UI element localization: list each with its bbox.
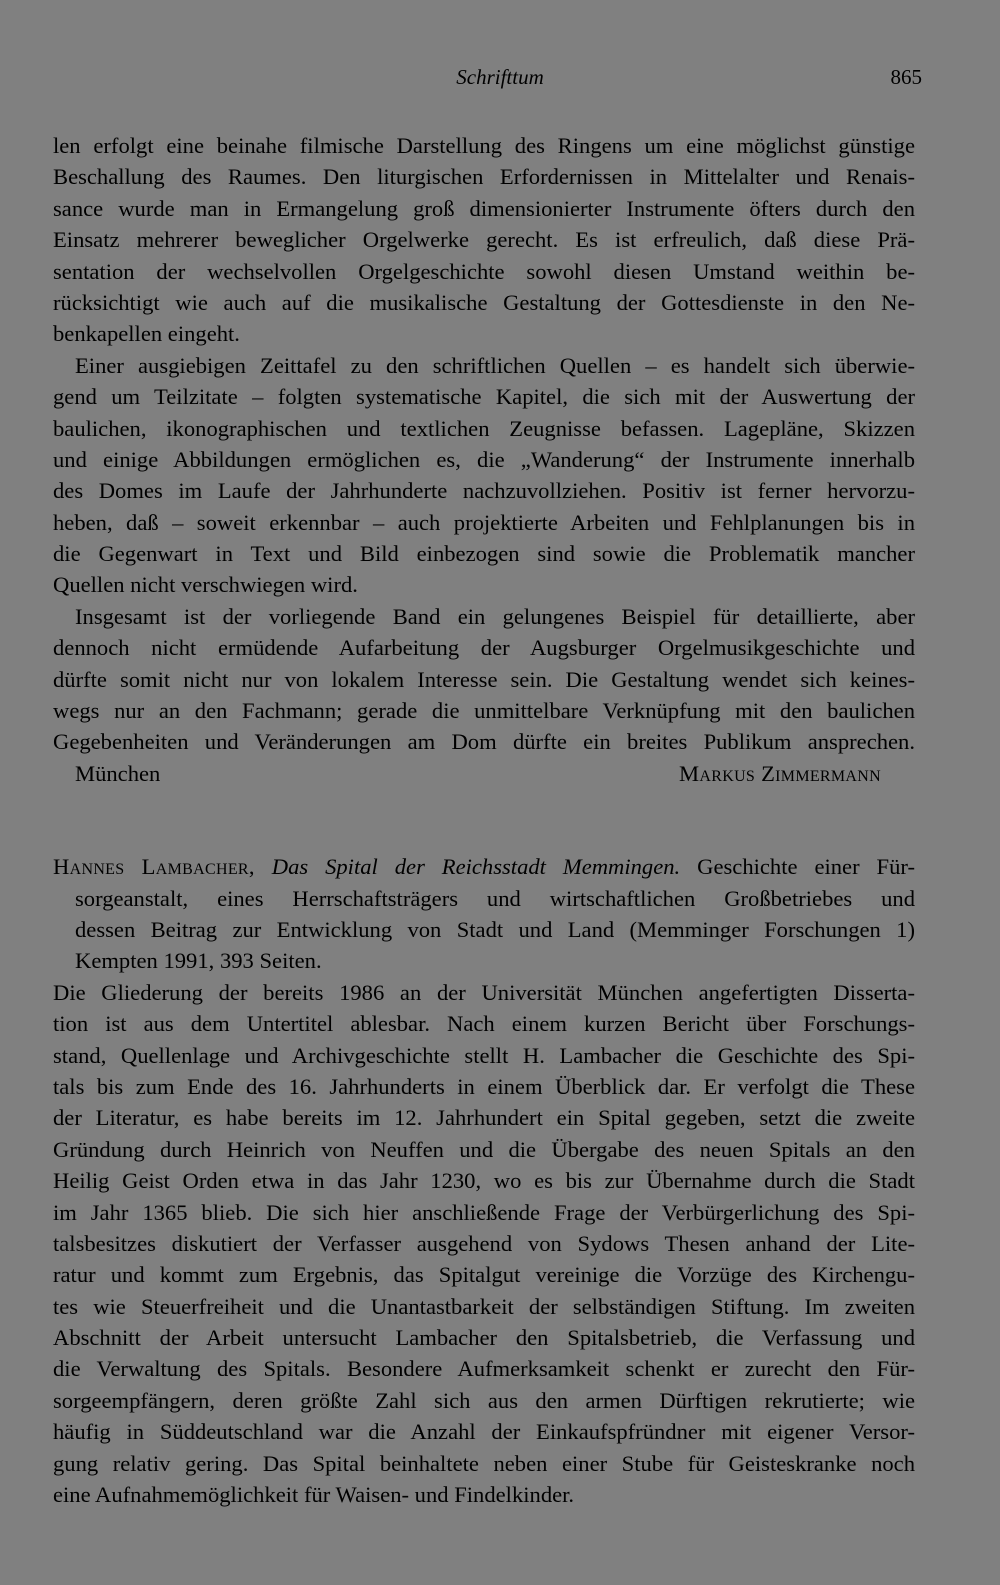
text-line: Gründung durch Heinrich von Neuffen und die Übergabe des neuen Spitals an den bbox=[53, 1136, 915, 1162]
text-line: eine Aufnahmemöglichkeit für Waisen- und Findelkinder. bbox=[53, 1482, 575, 1508]
text-line: Insgesamt ist der vorliegende Band ein gelungenes Beispiel für detaillierte, aber bbox=[75, 603, 915, 629]
text-line: stand, Quellenlage und Archivgeschichte stellt H. Lambacher die Geschichte des Spi- bbox=[53, 1042, 915, 1068]
text-line: häufig in Süddeutschland war die Anzahl der Einkaufspfründner mit eigener Versor- bbox=[53, 1419, 915, 1445]
text-line: tals bis zum Ende des 16. Jahrhunderts in einem Überblick dar. Er verfolgt die These bbox=[53, 1073, 915, 1099]
text-line: tes wie Steuerfreiheit und die Unantastbarkeit der selbständigen Stiftung. Im zweiten bbox=[53, 1293, 915, 1319]
text-line: sorgeempfängern, deren größte Zahl sich aus den armen Dürftigen rekrutierte; wie bbox=[53, 1387, 915, 1413]
text-line: dennoch nicht ermüdende Aufarbeitung der Augsburger Orgelmusikgeschichte und bbox=[53, 635, 915, 661]
text-line: ratur und kommt zum Ergebnis, das Spitalgut vereinige die Vorzüge des Kirchengu- bbox=[53, 1262, 915, 1288]
review-2-citation bbox=[53, 851, 915, 977]
page-body bbox=[53, 130, 915, 1510]
text-line: dürfte somit nicht nur von lokalem Interesse sein. Die Gestaltung wendet sich keines- bbox=[53, 666, 915, 692]
text-line: heben, daß – soweit erkennbar – auch projektierte Arbeiten und Fehlplanungen bis in bbox=[53, 509, 915, 535]
text-line: rücksichtigt wie auch auf die musikalische Gestaltung der Gottesdienste in den Ne- bbox=[53, 289, 915, 315]
text-line: len erfolgt eine beinahe filmische Darstellung des Ringens um eine möglichst günstige bbox=[53, 133, 915, 158]
text-line: die Verwaltung des Spitals. Besondere Aufmerksamkeit schenkt er zurecht den Für- bbox=[53, 1356, 915, 1382]
section-gap bbox=[53, 789, 915, 851]
review-2-body bbox=[53, 977, 915, 1511]
citation-subtitle-start: Geschichte einer Für- bbox=[697, 854, 915, 880]
citation-line: sorgeanstalt, eines Herrschaftsträgers und wirtschaftlichen Großbetriebes und bbox=[75, 885, 915, 911]
text-line: Einsatz mehrerer beweglicher Orgelwerke gerecht. Es ist erfreulich, daß diese Prä- bbox=[53, 227, 915, 253]
text-line: sance wurde man in Ermangelung groß dimensionierter Instrumente öfters durch den bbox=[53, 195, 915, 221]
page-number: 865 bbox=[890, 65, 922, 89]
text-line: Die Gliederung der bereits 1986 an der Universität München angefertigten Disserta- bbox=[53, 979, 915, 1005]
text-line: gung relativ gering. Das Spital beinhaltete neben einer Stube für Geisteskranke noch bbox=[53, 1450, 915, 1476]
text-line: benkapellen eingeht. bbox=[53, 321, 240, 347]
citation-title: Das Spital der Reichsstadt Memmingen. bbox=[271, 854, 681, 880]
citation-line: dessen Beitrag zur Entwicklung von Stadt und Land (Memminger Forschungen 1) bbox=[75, 916, 915, 942]
text-line: talsbesitzes diskutiert der Verfasser ausgehend von Sydows Thesen anhand der Lite- bbox=[53, 1230, 915, 1256]
review-1-paragraph-3 bbox=[53, 601, 915, 758]
review-1-paragraph-1 bbox=[53, 130, 915, 350]
text-line: gend um Teilzitate – folgten systematische Kapitel, die sich mit der Auswertung der bbox=[53, 384, 915, 410]
review-signature bbox=[53, 758, 915, 789]
text-line: der Literatur, es habe bereits im 12. Jahrhundert ein Spital gegeben, setzt die zweite bbox=[53, 1105, 915, 1131]
citation-author: Hannes Lambacher, bbox=[53, 854, 255, 880]
text-line: Beschallung des Raumes. Den liturgischen Erfordernissen in Mittelalter und Renais- bbox=[53, 164, 915, 190]
text-line: Quellen nicht verschwiegen wird. bbox=[53, 572, 358, 598]
text-line: und einige Abbildungen ermöglichen es, die „Wanderung“ der Instrumente innerhalb bbox=[53, 446, 915, 472]
reviewer-name: Markus Zimmermann bbox=[679, 760, 881, 786]
review-1-paragraph-2 bbox=[53, 350, 915, 601]
text-line: Gegebenheiten und Veränderungen am Dom dürfte ein breites Publikum ansprechen. bbox=[53, 729, 915, 755]
text-line: tion ist aus dem Untertitel ablesbar. Nach einem kurzen Bericht über Forschungs- bbox=[53, 1011, 915, 1037]
text-line: des Domes im Laufe der Jahrhunderte nachzuvollziehen. Positiv ist ferner hervorzu- bbox=[53, 478, 915, 504]
text-line: die Gegenwart in Text und Bild einbezogen sind sowie die Problematik mancher bbox=[53, 541, 915, 567]
text-line: Heilig Geist Orden etwa in das Jahr 1230, wo es bis zur Übernahme durch die Stadt bbox=[53, 1168, 915, 1194]
text-line: Abschnitt der Arbeit untersucht Lambacher den Spitalsbetrieb, die Verfassung und bbox=[53, 1325, 915, 1351]
text-line: Einer ausgiebigen Zeittafel zu den schriftlichen Quellen – es handelt sich überwie- bbox=[75, 352, 915, 378]
text-line: wegs nur an den Fachmann; gerade die unmittelbare Verknüpfung mit den baulichen bbox=[53, 698, 915, 724]
citation-line: Kempten 1991, 393 Seiten. bbox=[75, 948, 322, 974]
text-line: im Jahr 1365 blieb. Die sich hier anschließende Frage der Verbürgerlichung des Spi- bbox=[53, 1199, 915, 1225]
citation-line-1 bbox=[53, 851, 915, 882]
review-place: München bbox=[75, 760, 161, 786]
running-head: Schrifttum bbox=[456, 65, 544, 89]
text-line: sentation der wechselvollen Orgelgeschichte sowohl diesen Umstand weithin be- bbox=[53, 258, 915, 284]
text-line: baulichen, ikonographischen und textlichen Zeugnisse befassen. Lagepläne, Skizzen bbox=[53, 415, 915, 441]
